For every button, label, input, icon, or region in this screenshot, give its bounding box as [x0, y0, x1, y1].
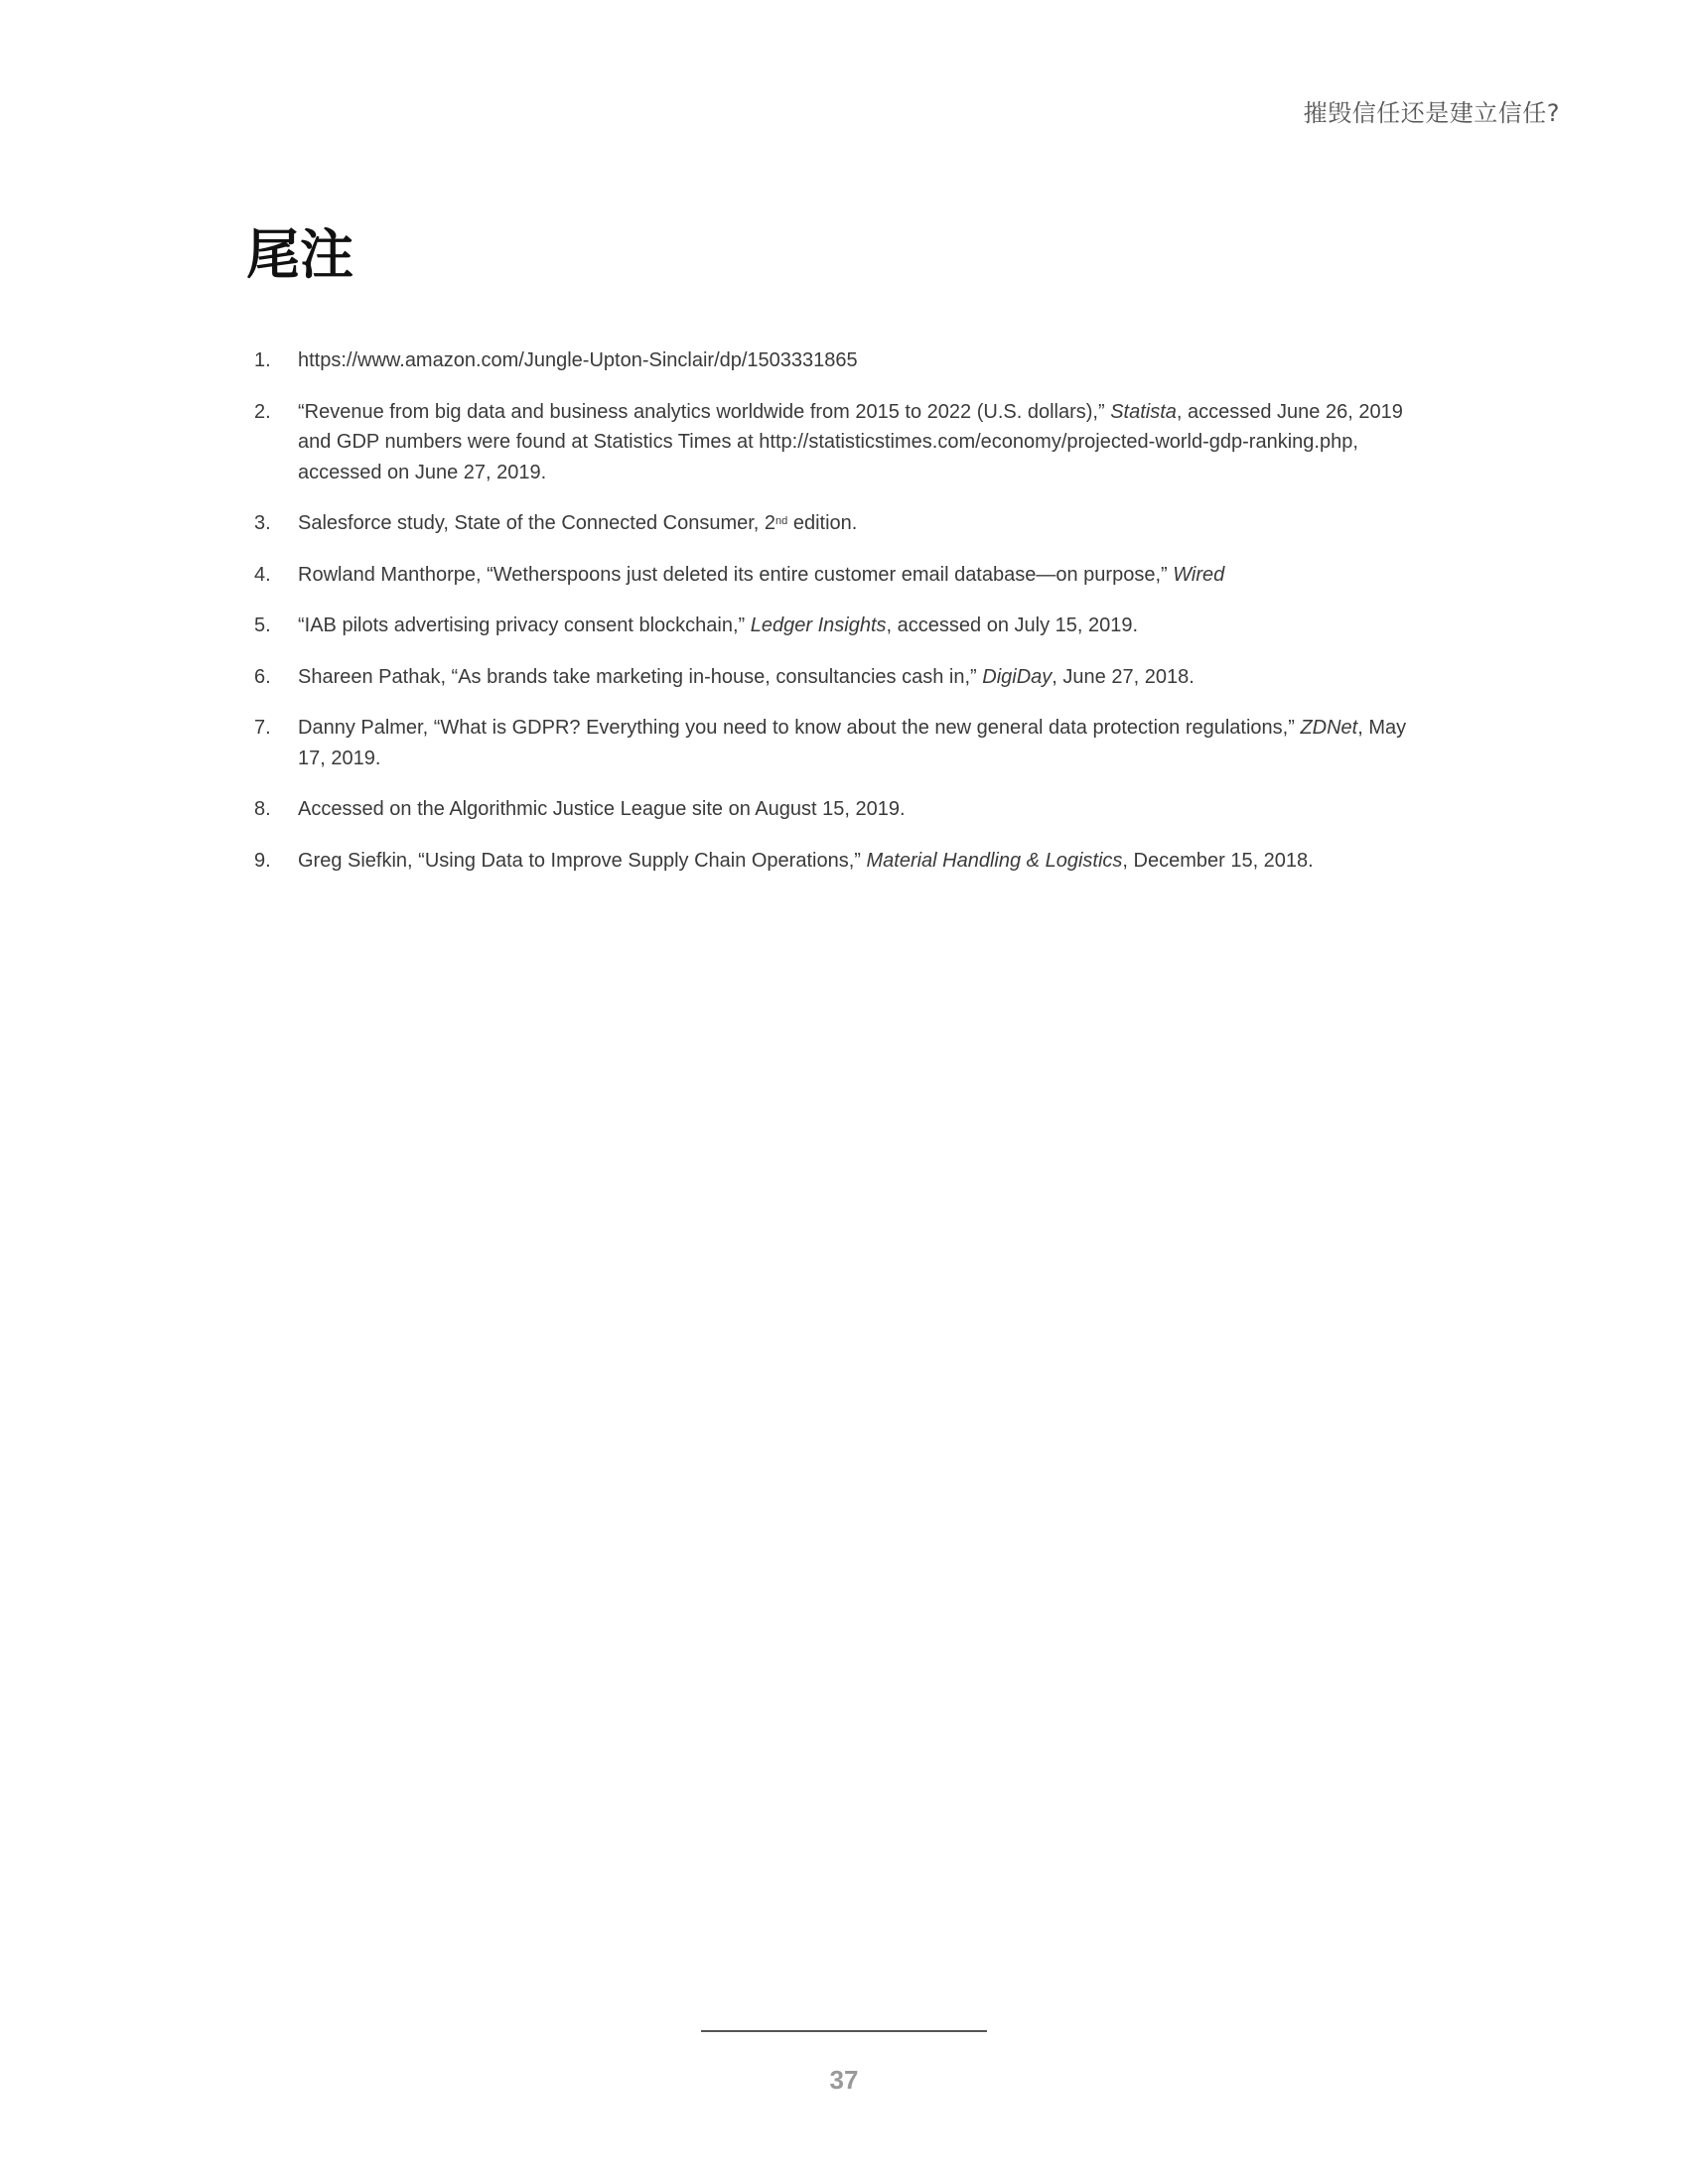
endnote-number: 7.: [254, 717, 271, 739]
page-number: 37: [829, 2065, 859, 2095]
endnote-number: 9.: [254, 849, 271, 872]
endnote-text-segment: , accessed on July 15, 2019.: [886, 614, 1139, 636]
endnote-source-title: ZDNet: [1300, 717, 1358, 739]
page-title: 尾注: [246, 223, 353, 286]
endnote-text: [298, 717, 1406, 769]
endnote-item: [254, 397, 1436, 488]
endnote-text: [298, 798, 906, 820]
endnote-superscript: nd: [775, 515, 788, 527]
endnote-text-segment: Accessed on the Algorithmic Justice League site on August 15, 2019.: [298, 798, 906, 820]
endnote-text-segment: Rowland Manthorpe, “Wetherspoons just deleted its entire customer email database—on purpose,”: [298, 563, 1174, 586]
endnote-item: [254, 560, 1436, 591]
endnote-item: [254, 794, 1436, 825]
endnote-text-segment: , accessed June 26, 2019 and GDP numbers were found at Statistics Times at http://statisticstimes.com/economy/projected-world-gdp-ranking.php, accessed on June 27, 2019.: [298, 400, 1403, 483]
endnote-item: [254, 713, 1436, 773]
endnote-text-segment: “IAB pilots advertising privacy consent blockchain,”: [298, 614, 751, 636]
endnote-number: 6.: [254, 665, 271, 688]
endnote-text: [298, 349, 858, 371]
endnote-source-title: Material Handling & Logistics: [866, 849, 1123, 872]
endnote-item: [254, 345, 1436, 376]
footer-divider: [701, 2030, 987, 2032]
endnote-text-segment: Salesforce study, State of the Connected Consumer, 2: [298, 512, 776, 534]
endnote-number: 8.: [254, 798, 271, 820]
endnote-text: [298, 564, 1224, 586]
endnote-item: [254, 611, 1436, 641]
endnote-number: 2.: [254, 400, 271, 423]
endnote-text: [298, 512, 857, 534]
endnote-text-segment: Shareen Pathak, “As brands take marketing in-house, consultancies cash in,”: [298, 665, 983, 688]
endnote-text-segment: edition.: [787, 512, 858, 534]
endnote-text: [298, 666, 1195, 688]
endnote-text-segment: Greg Siefkin, “Using Data to Improve Supply Chain Operations,”: [298, 849, 867, 872]
endnote-number: 3.: [254, 512, 271, 534]
endnote-text-segment: https://www.amazon.com/Jungle-Upton-Sinclair/dp/1503331865: [298, 349, 858, 371]
endnote-text: [298, 850, 1314, 872]
endnote-number: 5.: [254, 614, 271, 636]
endnote-source-title: Wired: [1173, 563, 1225, 586]
endnote-source-title: DigiDay: [982, 665, 1053, 688]
endnote-text: [298, 614, 1138, 636]
endnote-source-title: Ledger Insights: [750, 614, 887, 636]
endnote-text-segment: , June 27, 2018.: [1052, 665, 1195, 688]
running-header: 摧毁信任还是建立信任?: [1303, 99, 1560, 127]
endnote-text-segment: , December 15, 2018.: [1122, 849, 1314, 872]
endnote-item: [254, 846, 1436, 877]
endnote-number: 1.: [254, 349, 271, 371]
endnote-number: 4.: [254, 563, 271, 586]
endnote-source-title: Statista: [1110, 400, 1177, 423]
endnote-text: [298, 401, 1403, 483]
endnote-text-segment: Danny Palmer, “What is GDPR? Everything you need to know about the new general data protection regulations,”: [298, 717, 1301, 739]
endnote-item: [254, 508, 1436, 539]
endnote-text-segment: “Revenue from big data and business analytics worldwide from 2015 to 2022 (U.S. dollars),”: [298, 400, 1111, 423]
endnote-item: [254, 662, 1436, 693]
endnote-text-segment: , May 17, 2019.: [298, 717, 1407, 769]
endnotes-list: [254, 345, 1436, 896]
